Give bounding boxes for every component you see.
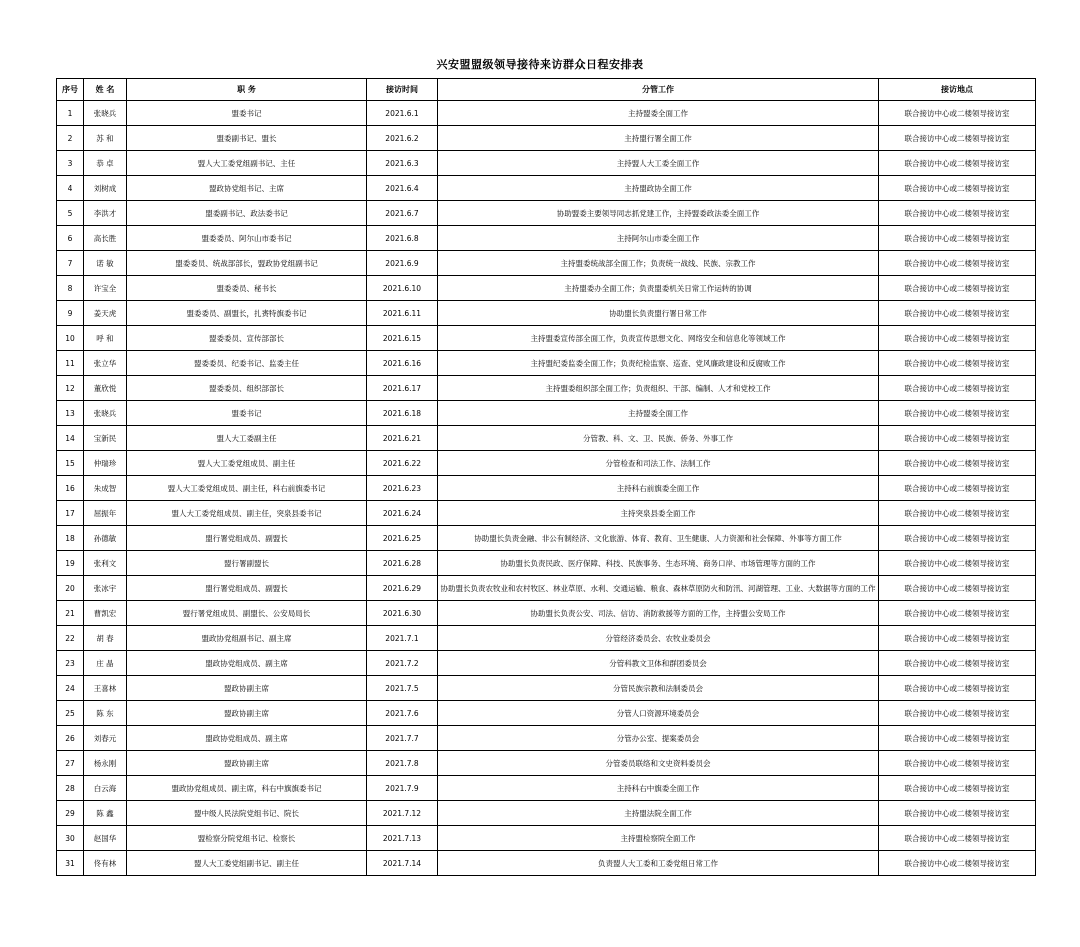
table-row [57, 301, 1036, 326]
table-row [57, 751, 1036, 776]
cell-date: 2021.7.9 [367, 776, 438, 801]
cell-date: 2021.7.2 [367, 651, 438, 676]
cell-name: 朱成智 [84, 476, 127, 501]
cell-date: 2021.7.13 [367, 826, 438, 851]
cell-date: 2021.6.22 [367, 451, 438, 476]
header-no: 序号 [57, 79, 84, 101]
table-row [57, 801, 1036, 826]
cell-duty: 主持盟检察院全面工作 [438, 826, 879, 851]
table-row [57, 276, 1036, 301]
table-row [57, 451, 1036, 476]
cell-location: 联合接访中心或二楼领导接访室 [879, 326, 1036, 351]
cell-no: 15 [57, 451, 84, 476]
cell-location: 联合接访中心或二楼领导接访室 [879, 126, 1036, 151]
cell-no: 20 [57, 576, 84, 601]
cell-location: 联合接访中心或二楼领导接访室 [879, 401, 1036, 426]
cell-date: 2021.7.1 [367, 626, 438, 651]
cell-position: 盟政协副主席 [127, 701, 367, 726]
cell-location: 联合接访中心或二楼领导接访室 [879, 526, 1036, 551]
cell-location: 联合接访中心或二楼领导接访室 [879, 576, 1036, 601]
cell-name: 庄 晶 [84, 651, 127, 676]
cell-date: 2021.7.6 [367, 701, 438, 726]
table-row [57, 326, 1036, 351]
cell-duty: 分管人口资源环境委员会 [438, 701, 879, 726]
cell-position: 盟政协党组副书记、副主席 [127, 626, 367, 651]
cell-name: 李洪才 [84, 201, 127, 226]
cell-date: 2021.6.11 [367, 301, 438, 326]
cell-duty: 主持盟委全面工作 [438, 401, 879, 426]
cell-no: 8 [57, 276, 84, 301]
cell-no: 28 [57, 776, 84, 801]
cell-position: 盟委副书记、盟长 [127, 126, 367, 151]
cell-location: 联合接访中心或二楼领导接访室 [879, 726, 1036, 751]
cell-duty: 协助盟长负责农牧业和农村牧区、林业草原、水利、交通运输、粮食、森林草原防火和防汛、河湖管理、工业、大数据等方面的工作 [438, 576, 879, 601]
cell-date: 2021.7.7 [367, 726, 438, 751]
cell-no: 16 [57, 476, 84, 501]
cell-position: 盟行署党组成员、副盟长 [127, 576, 367, 601]
cell-position: 盟委书记 [127, 101, 367, 126]
table-row [57, 226, 1036, 251]
cell-date: 2021.6.1 [367, 101, 438, 126]
cell-duty: 分管民族宗教和法制委员会 [438, 676, 879, 701]
cell-no: 25 [57, 701, 84, 726]
table-row [57, 576, 1036, 601]
cell-location: 联合接访中心或二楼领导接访室 [879, 751, 1036, 776]
cell-position: 盟政协副主席 [127, 751, 367, 776]
cell-duty: 主持盟委统战部全面工作；负责统一战线、民族、宗教工作 [438, 251, 879, 276]
cell-date: 2021.6.16 [367, 351, 438, 376]
cell-position: 盟人大工委党组副书记、副主任 [127, 851, 367, 876]
cell-name: 许宝全 [84, 276, 127, 301]
cell-no: 12 [57, 376, 84, 401]
cell-duty: 主持盟委宣传部全面工作，负责宣传思想文化、网络安全和信息化等领域工作 [438, 326, 879, 351]
cell-name: 呼 和 [84, 326, 127, 351]
cell-location: 联合接访中心或二楼领导接访室 [879, 276, 1036, 301]
cell-date: 2021.6.30 [367, 601, 438, 626]
cell-position: 盟政协党组书记、主席 [127, 176, 367, 201]
cell-no: 2 [57, 126, 84, 151]
cell-position: 盟政协副主席 [127, 676, 367, 701]
header-date: 接访时间 [367, 79, 438, 101]
cell-position: 盟人大工委党组成员、副主任，突泉县委书记 [127, 501, 367, 526]
cell-duty: 主持盟法院全面工作 [438, 801, 879, 826]
cell-duty: 主持盟行署全面工作 [438, 126, 879, 151]
schedule-table [56, 78, 1036, 876]
cell-location: 联合接访中心或二楼领导接访室 [879, 626, 1036, 651]
table-row [57, 476, 1036, 501]
cell-location: 联合接访中心或二楼领导接访室 [879, 351, 1036, 376]
table-body [57, 101, 1036, 876]
cell-name: 恭 卓 [84, 151, 127, 176]
cell-no: 27 [57, 751, 84, 776]
cell-duty: 主持盟委组织部全面工作；负责组织、干部、编制、人才和党校工作 [438, 376, 879, 401]
cell-location: 联合接访中心或二楼领导接访室 [879, 176, 1036, 201]
cell-position: 盟人大工委副主任 [127, 426, 367, 451]
table-row [57, 601, 1036, 626]
cell-date: 2021.6.8 [367, 226, 438, 251]
cell-location: 联合接访中心或二楼领导接访室 [879, 851, 1036, 876]
cell-date: 2021.6.4 [367, 176, 438, 201]
cell-location: 联合接访中心或二楼领导接访室 [879, 676, 1036, 701]
header-row [57, 79, 1036, 101]
cell-date: 2021.6.17 [367, 376, 438, 401]
cell-name: 杨永刚 [84, 751, 127, 776]
cell-date: 2021.6.28 [367, 551, 438, 576]
table-row [57, 726, 1036, 751]
cell-duty: 分管委员联络和文史资料委员会 [438, 751, 879, 776]
cell-name: 胡 春 [84, 626, 127, 651]
cell-duty: 主持盟政协全面工作 [438, 176, 879, 201]
table-row [57, 851, 1036, 876]
cell-duty: 分管检查和司法工作、法制工作 [438, 451, 879, 476]
cell-no: 26 [57, 726, 84, 751]
cell-no: 23 [57, 651, 84, 676]
cell-no: 11 [57, 351, 84, 376]
cell-position: 盟人大工委党组成员、副主任 [127, 451, 367, 476]
cell-location: 联合接访中心或二楼领导接访室 [879, 701, 1036, 726]
cell-duty: 主持盟委全面工作 [438, 101, 879, 126]
cell-location: 联合接访中心或二楼领导接访室 [879, 226, 1036, 251]
cell-duty: 主持科右中旗委全面工作 [438, 776, 879, 801]
cell-duty: 主持突泉县委全面工作 [438, 501, 879, 526]
cell-name: 宝新民 [84, 426, 127, 451]
table-row [57, 501, 1036, 526]
table-row [57, 151, 1036, 176]
cell-name: 仲瑞珍 [84, 451, 127, 476]
cell-position: 盟委委员、副盟长，扎赉特旗委书记 [127, 301, 367, 326]
table-row [57, 426, 1036, 451]
cell-location: 联合接访中心或二楼领导接访室 [879, 501, 1036, 526]
table-row [57, 401, 1036, 426]
cell-no: 29 [57, 801, 84, 826]
cell-date: 2021.6.23 [367, 476, 438, 501]
cell-no: 10 [57, 326, 84, 351]
cell-duty: 主持阿尔山市委全面工作 [438, 226, 879, 251]
table-row [57, 351, 1036, 376]
cell-name: 佟有林 [84, 851, 127, 876]
cell-date: 2021.7.8 [367, 751, 438, 776]
cell-date: 2021.6.7 [367, 201, 438, 226]
cell-duty: 协助盟长负责民政、医疗保障、科技、民族事务、生态环境、商务口岸、市场管理等方面的工作 [438, 551, 879, 576]
cell-name: 张立华 [84, 351, 127, 376]
table-row [57, 201, 1036, 226]
cell-no: 19 [57, 551, 84, 576]
cell-duty: 主持科右前旗委全面工作 [438, 476, 879, 501]
header-location: 接访地点 [879, 79, 1036, 101]
cell-no: 5 [57, 201, 84, 226]
cell-location: 联合接访中心或二楼领导接访室 [879, 201, 1036, 226]
cell-no: 30 [57, 826, 84, 851]
header-position: 职 务 [127, 79, 367, 101]
cell-duty: 主持盟委办全面工作；负责盟委机关日常工作运转的协调 [438, 276, 879, 301]
cell-name: 张冰宇 [84, 576, 127, 601]
cell-location: 联合接访中心或二楼领导接访室 [879, 426, 1036, 451]
cell-location: 联合接访中心或二楼领导接访室 [879, 651, 1036, 676]
document-title: 兴安盟盟级领导接待来访群众日程安排表 [436, 58, 644, 71]
cell-name: 张晓兵 [84, 401, 127, 426]
cell-date: 2021.6.29 [367, 576, 438, 601]
cell-no: 18 [57, 526, 84, 551]
cell-date: 2021.6.10 [367, 276, 438, 301]
cell-name: 张利文 [84, 551, 127, 576]
cell-position: 盟人大工委党组副书记、主任 [127, 151, 367, 176]
table-row [57, 126, 1036, 151]
cell-duty: 协助盟长负责公安、司法、信访、消防救援等方面的工作，主持盟公安局工作 [438, 601, 879, 626]
cell-location: 联合接访中心或二楼领导接访室 [879, 826, 1036, 851]
cell-no: 17 [57, 501, 84, 526]
cell-position: 盟委委员、统战部部长，盟政协党组副书记 [127, 251, 367, 276]
cell-duty: 主持盟人大工委全面工作 [438, 151, 879, 176]
cell-duty: 负责盟人大工委和工委党组日常工作 [438, 851, 879, 876]
cell-no: 9 [57, 301, 84, 326]
cell-name: 赵国华 [84, 826, 127, 851]
cell-location: 联合接访中心或二楼领导接访室 [879, 451, 1036, 476]
cell-name: 苏 和 [84, 126, 127, 151]
cell-name: 诺 敏 [84, 251, 127, 276]
cell-name: 孙德敏 [84, 526, 127, 551]
cell-position: 盟行署党组成员、副盟长、公安局局长 [127, 601, 367, 626]
cell-name: 屈振年 [84, 501, 127, 526]
cell-location: 联合接访中心或二楼领导接访室 [879, 801, 1036, 826]
cell-location: 联合接访中心或二楼领导接访室 [879, 251, 1036, 276]
cell-date: 2021.6.3 [367, 151, 438, 176]
cell-no: 7 [57, 251, 84, 276]
cell-date: 2021.7.5 [367, 676, 438, 701]
cell-position: 盟委书记 [127, 401, 367, 426]
cell-duty: 分管科教文卫体和群团委员会 [438, 651, 879, 676]
cell-name: 王喜林 [84, 676, 127, 701]
cell-duty: 协助盟长负责金融、非公有制经济、文化旅游、体育、教育、卫生健康、人力资源和社会保障、外事等方面工作 [438, 526, 879, 551]
cell-location: 联合接访中心或二楼领导接访室 [879, 551, 1036, 576]
cell-position: 盟委委员、纪委书记、监委主任 [127, 351, 367, 376]
cell-location: 联合接访中心或二楼领导接访室 [879, 151, 1036, 176]
cell-duty: 分管办公室、提案委员会 [438, 726, 879, 751]
cell-location: 联合接访中心或二楼领导接访室 [879, 476, 1036, 501]
cell-name: 陈 鑫 [84, 801, 127, 826]
cell-position: 盟政协党组成员、副主席 [127, 726, 367, 751]
header-duty: 分管工作 [438, 79, 879, 101]
header-name: 姓 名 [84, 79, 127, 101]
cell-no: 4 [57, 176, 84, 201]
cell-duty: 主持盟纪委监委全面工作；负责纪检监察、巡查、党风廉政建设和反腐败工作 [438, 351, 879, 376]
cell-name: 张晓兵 [84, 101, 127, 126]
table-row [57, 526, 1036, 551]
table-row [57, 176, 1036, 201]
cell-date: 2021.7.14 [367, 851, 438, 876]
cell-name: 曹凯宏 [84, 601, 127, 626]
cell-position: 盟委委员、宣传部部长 [127, 326, 367, 351]
cell-date: 2021.6.25 [367, 526, 438, 551]
table-row [57, 651, 1036, 676]
cell-position: 盟委副书记、政法委书记 [127, 201, 367, 226]
cell-position: 盟人大工委党组成员、副主任，科右前旗委书记 [127, 476, 367, 501]
cell-position: 盟行署党组成员、副盟长 [127, 526, 367, 551]
cell-no: 14 [57, 426, 84, 451]
cell-location: 联合接访中心或二楼领导接访室 [879, 376, 1036, 401]
cell-duty: 分管经济委员会、农牧业委员会 [438, 626, 879, 651]
cell-position: 盟委委员、秘书长 [127, 276, 367, 301]
cell-date: 2021.6.18 [367, 401, 438, 426]
cell-location: 联合接访中心或二楼领导接访室 [879, 776, 1036, 801]
cell-no: 1 [57, 101, 84, 126]
cell-name: 陈 东 [84, 701, 127, 726]
cell-no: 3 [57, 151, 84, 176]
cell-date: 2021.6.2 [367, 126, 438, 151]
cell-name: 董欣悦 [84, 376, 127, 401]
cell-date: 2021.6.24 [367, 501, 438, 526]
table-row [57, 251, 1036, 276]
table-row [57, 551, 1036, 576]
cell-date: 2021.6.21 [367, 426, 438, 451]
cell-position: 盟政协党组成员、副主席，科右中旗旗委书记 [127, 776, 367, 801]
table-row [57, 826, 1036, 851]
cell-name: 高长胜 [84, 226, 127, 251]
cell-position: 盟行署副盟长 [127, 551, 367, 576]
cell-date: 2021.6.15 [367, 326, 438, 351]
cell-no: 24 [57, 676, 84, 701]
cell-no: 31 [57, 851, 84, 876]
table-row [57, 676, 1036, 701]
table-row [57, 776, 1036, 801]
cell-no: 13 [57, 401, 84, 426]
cell-name: 白云海 [84, 776, 127, 801]
cell-no: 21 [57, 601, 84, 626]
cell-position: 盟委委员、阿尔山市委书记 [127, 226, 367, 251]
cell-position: 盟中级人民法院党组书记、院长 [127, 801, 367, 826]
cell-date: 2021.6.9 [367, 251, 438, 276]
table-row [57, 626, 1036, 651]
cell-duty: 协助盟委主要领导同志抓党建工作，主持盟委政法委全面工作 [438, 201, 879, 226]
cell-position: 盟委委员、组织部部长 [127, 376, 367, 401]
cell-name: 刘春元 [84, 726, 127, 751]
table-row [57, 701, 1036, 726]
table-row [57, 101, 1036, 126]
cell-name: 刘树成 [84, 176, 127, 201]
cell-date: 2021.7.12 [367, 801, 438, 826]
cell-no: 22 [57, 626, 84, 651]
cell-location: 联合接访中心或二楼领导接访室 [879, 301, 1036, 326]
cell-position: 盟政协党组成员、副主席 [127, 651, 367, 676]
cell-position: 盟检察分院党组书记、检察长 [127, 826, 367, 851]
cell-duty: 协助盟长负责盟行署日常工作 [438, 301, 879, 326]
cell-name: 姜天虎 [84, 301, 127, 326]
table-row [57, 376, 1036, 401]
cell-no: 6 [57, 226, 84, 251]
cell-duty: 分管教、科、文、卫、民族、侨务、外事工作 [438, 426, 879, 451]
cell-location: 联合接访中心或二楼领导接访室 [879, 101, 1036, 126]
cell-location: 联合接访中心或二楼领导接访室 [879, 601, 1036, 626]
